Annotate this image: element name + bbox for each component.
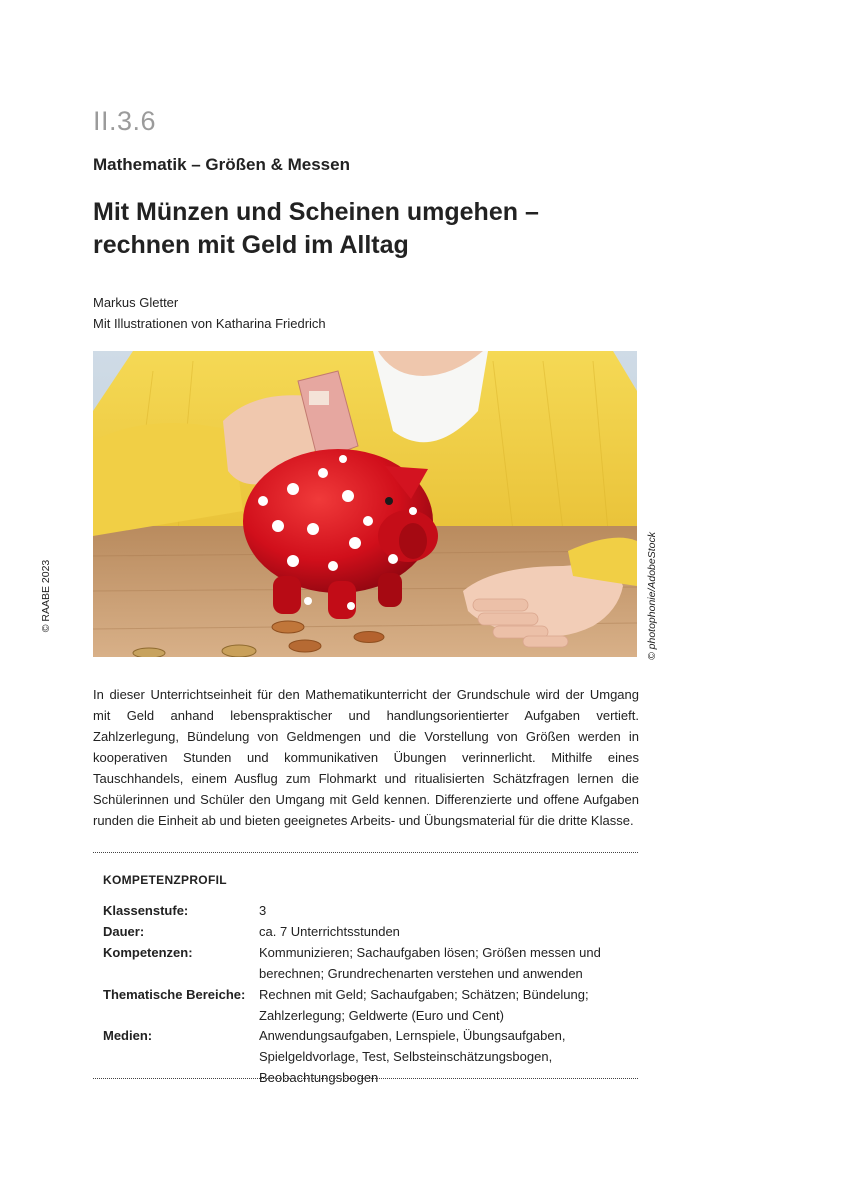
- section-code: II.3.6: [93, 106, 157, 136]
- author: Markus Gletter: [93, 295, 179, 310]
- profile-value: Kommunizieren; Sachaufgaben lösen; Größen messen und berechnen; Grundrechenarten verstehen und anwenden: [259, 945, 601, 981]
- title-line-2: rechnen mit Geld im Alltag: [93, 231, 409, 259]
- profile-value: 3: [259, 903, 267, 918]
- illustrator: Mit Illustrationen von Katharina Friedrich: [93, 316, 326, 331]
- profile-label: Dauer:: [103, 924, 145, 939]
- profile-heading: KOMPETENZPROFIL: [103, 873, 227, 887]
- profile-value: ca. 7 Unterrichtsstunden: [259, 924, 400, 939]
- subject-heading: Mathematik – Größen & Messen: [93, 155, 350, 174]
- profile-label: Kompetenzen:: [103, 945, 193, 960]
- profile-label: Thematische Bereiche:: [103, 987, 246, 1002]
- divider-top: [93, 852, 638, 853]
- intro-paragraph: In dieser Unterrichtseinheit für den Mathematikunterricht der Grundschule wird der Umgang mit Geld anhand lebenspraktischer und handlungsorientierter Aufgaben vertieft. Zahlzerlegung, Bündelung von Geldmengen und die Vorstellung von Größen werden in kooperativen Stunden und kommunikativen Übungen verinnerlicht. Mithilfe eines Tauschhandels, einem Ausflug zum Flohmarkt und ritualisierten Schätzfragen lernen die Schülerinnen und Schüler den Umgang mit Geld kennen. Differenzierte und offene Aufgaben runden die Einheit ab und bieten geeignetes Arbeits- und Übungsmaterial für die dritte Klasse.: [93, 687, 639, 828]
- title-line-1: Mit Münzen und Scheinen umgehen –: [93, 198, 539, 226]
- profile-value: Anwendungsaufgaben, Lernspiele, Übungsaufgaben, Spielgeldvorlage, Test, Selbsteinschätzungsbogen, Beobachtungsbogen: [259, 1028, 566, 1085]
- page-title: [93, 196, 693, 262]
- photo-credit: © photophonie/AdobeStock: [646, 532, 658, 660]
- profile-label: Klassenstufe:: [103, 903, 189, 918]
- profile-value: Rechnen mit Geld; Sachaufgaben; Schätzen; Bündelung; Zahlzerlegung; Geldwerte (Euro und Cent): [259, 987, 589, 1023]
- divider-bottom: [93, 1078, 638, 1079]
- profile-label: Medien:: [103, 1028, 153, 1043]
- piggy-bank-photo: [93, 351, 637, 657]
- copyright-notice: © RAABE 2023: [40, 559, 52, 633]
